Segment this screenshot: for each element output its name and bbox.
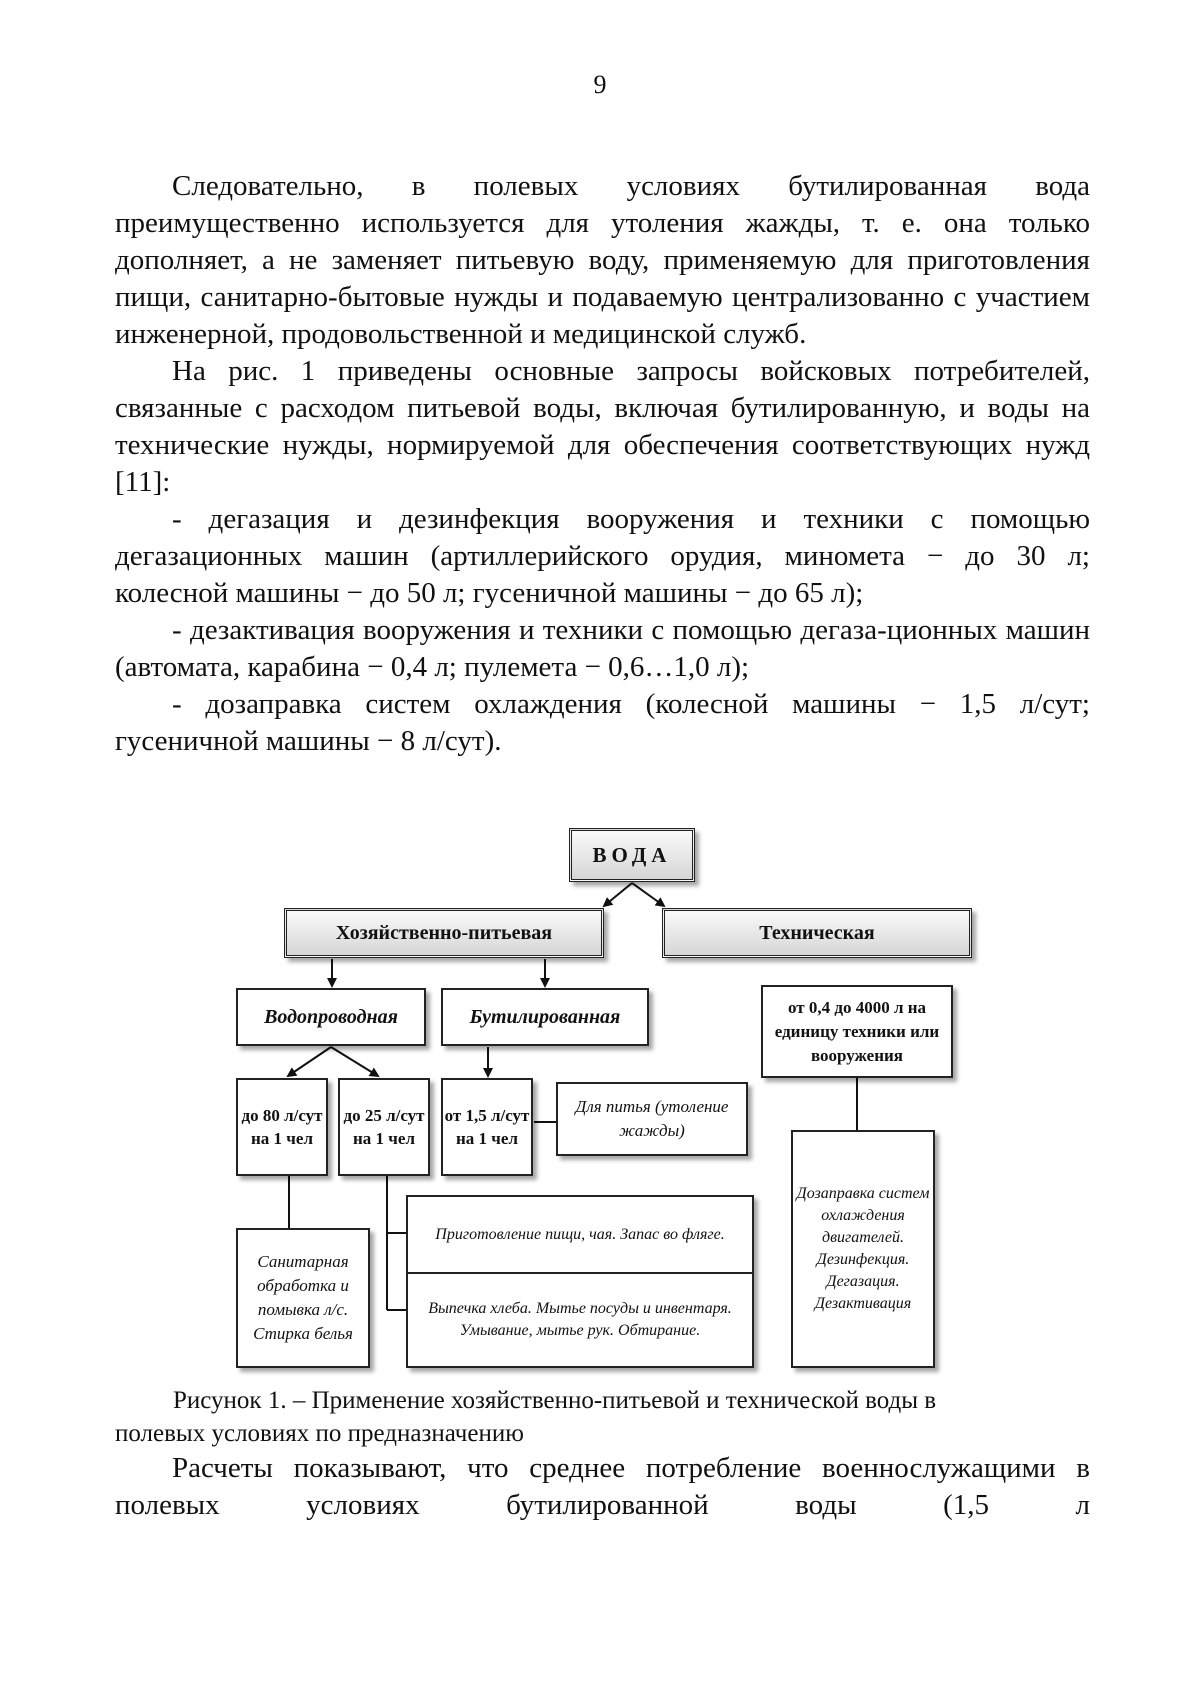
norm-15-box: от 1,5 л/сут на 1 чел <box>441 1078 533 1176</box>
norm-25-box: до 25 л/сут на 1 чел <box>338 1078 430 1176</box>
arrow-to-norm-25 <box>331 1047 378 1076</box>
tech-range-box: от 0,4 до 4000 л на единицу техники или вооружения <box>761 985 953 1078</box>
tap-water-box: Водопроводная <box>236 988 426 1046</box>
arrow-to-norm-80 <box>288 1047 331 1076</box>
paragraph-2: На рис. 1 приведены основные запросы войсковых потребителей, связанные с расходом питьевой воды, включая бутилированную, и воды на технические нужды, нормируемой для обеспечения соответствующих нужд [11]: <box>115 355 1090 498</box>
paragraph-3: - дегазация и дезинфекция вооружения и техники с помощью дегазационных машин (артиллерийского орудия, миномета − до 30 л; колесной машины − до 50 л; гусеничной машины − до 65 л); <box>115 503 1090 609</box>
body-text-top <box>115 168 1090 760</box>
norm-80-box: до 80 л/сут на 1 чел <box>236 1078 328 1176</box>
paragraph-4: - дезактивация вооружения и техники с помощью дегаза-ционных машин (автомата, карабина − 0,4 л; пулемета − 0,6…1,0 л); <box>115 614 1090 683</box>
sanitary-box: Санитарная обработка и помывка л/с. Стирка белья <box>236 1228 370 1368</box>
paragraph-6: Расчеты показывают, что среднее потребление военнослужащими в полевых условиях бутилированной воды (1,5 л <box>115 1452 1090 1521</box>
arrow-to-household <box>604 883 632 906</box>
tech-uses-box: Дозаправка систем охлаждения двигателей. Дезинфекция. Дегазация. Дезактивация <box>791 1130 935 1368</box>
cooking-text: Приготовление пищи, чая. Запас во фляге. <box>408 1197 752 1274</box>
body-text-bottom <box>115 1450 1090 1524</box>
page-number: 9 <box>593 70 607 99</box>
cooking-baking-box <box>406 1195 754 1368</box>
paragraph-5: - дозаправка систем охлаждения (колесной машины − 1,5 л/сут; гусеничной машины − 8 л/сут). <box>115 688 1090 757</box>
arrow-to-technical <box>632 883 664 906</box>
household-box: Хозяйственно-питьевая <box>284 908 604 958</box>
drinking-box: Для питья (утоление жажды) <box>556 1082 748 1156</box>
technical-box: Техническая <box>662 908 972 958</box>
caption-line-1: Рисунок 1. – Применение хозяйственно-питьевой и технической воды в <box>173 1387 937 1414</box>
figure-caption <box>115 1384 1090 1450</box>
paragraph-1: Следовательно, в полевых условиях бутилированная вода преимущественно используется для утоления жажды, т. е. она только дополняет, а не заменяет питьевую воду, применяемую для приготовления пищи, санитарно-бытовые нужды и подаваемую централизованно с участием инженерной, продовольственной и медицинской служб. <box>115 170 1090 350</box>
root-box-water: ВОДА <box>569 828 695 882</box>
bottled-water-box: Бутилированная <box>441 988 649 1046</box>
caption-line-2: полевых условиях по предназначению <box>115 1420 524 1447</box>
baking-text: Выпечка хлеба. Мытье посуды и инвентаря. Умывание, мытье рук. Обтирание. <box>428 1300 732 1339</box>
